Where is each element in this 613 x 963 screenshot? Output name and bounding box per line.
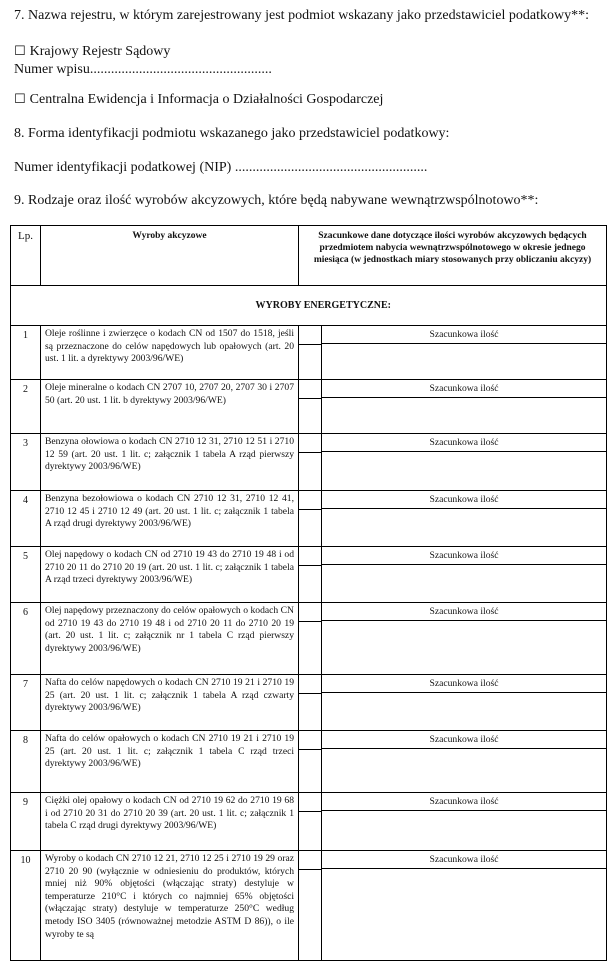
row-spacer-cell [299, 491, 322, 547]
estimate-input[interactable] [322, 344, 606, 378]
q8-question: 8. Forma identyfikacji podmiotu wskazanego jako przedstawiciel podatkowy: [14, 126, 450, 141]
row-lp: 6 [11, 603, 41, 675]
row-estimate-cell[interactable] [322, 491, 607, 547]
estimate-input[interactable] [322, 749, 606, 791]
nip-field[interactable]: Numer identyfikacji podatkowej (NIP) ....................................................... [14, 160, 428, 175]
row-lp: 2 [11, 380, 41, 434]
table-header-row [11, 226, 607, 286]
row-estimate-cell[interactable] [322, 380, 607, 434]
table-row [11, 380, 607, 434]
estimate-label: Szacunkowa ilość [322, 326, 606, 344]
table-row [11, 793, 607, 851]
estimate-label: Szacunkowa ilość [322, 675, 606, 693]
row-description: Nafta do celów napędowych o kodach CN 2710 19 21 i 2710 19 25 (art. 20 ust. 1 lit. c; załącznik 1 tabela A rząd czwarty dyrektywy 2003/96/WE) [41, 675, 299, 731]
q7-option-ceidg[interactable] [14, 92, 383, 108]
table-row [11, 434, 607, 491]
row-estimate-cell[interactable] [322, 675, 607, 731]
section-row [11, 286, 607, 326]
row-description: Nafta do celów opałowych o kodach CN 2710 19 21 i 2710 19 25 (art. 20 ust. 1 lit. c; załącznik 1 tabela C rząd trzeci dyrektywy 2003/96/WE) [41, 731, 299, 793]
estimate-input[interactable] [322, 693, 606, 729]
row-spacer-cell [299, 380, 322, 434]
estimate-label: Szacunkowa ilość [322, 491, 606, 509]
entry-number-field[interactable]: Numer wpisu.................................................... [14, 62, 272, 77]
row-estimate-cell[interactable] [322, 547, 607, 603]
estimate-input[interactable] [322, 811, 606, 849]
row-lp: 4 [11, 491, 41, 547]
row-lp: 5 [11, 547, 41, 603]
row-lp: 7 [11, 675, 41, 731]
row-estimate-cell[interactable] [322, 326, 607, 380]
row-spacer-cell [299, 731, 322, 793]
estimate-label: Szacunkowa ilość [322, 380, 606, 398]
estimate-input[interactable] [322, 621, 606, 673]
row-spacer-cell [299, 675, 322, 731]
row-estimate-cell[interactable] [322, 434, 607, 491]
table-row [11, 731, 607, 793]
row-description: Benzyna ołowiowa o kodach CN 2710 12 31, 2710 12 51 i 2710 12 59 (art. 20 ust. 1 lit. c; załącznik 1 tabela A rząd pierwszy dyrektywy 2003/96/WE) [41, 434, 299, 491]
row-lp: 3 [11, 434, 41, 491]
row-lp: 1 [11, 326, 41, 380]
row-estimate-cell[interactable] [322, 603, 607, 675]
q7-option-ceidg-label: Centralna Ewidencja i Informacja o Działalności Gospodarczej [29, 92, 384, 107]
checkbox-icon[interactable]: ☐ [14, 92, 26, 107]
row-description: Ciężki olej opałowy o kodach CN od 2710 19 62 do 2710 19 68 i od 2710 20 31 do 2710 20 39 (art. 20 ust. 1 lit. c; załącznik 1 tabela C rząd drugi dyrektywy 2003/96/WE) [41, 793, 299, 851]
checkbox-icon[interactable]: ☐ [14, 44, 26, 59]
row-lp: 8 [11, 731, 41, 793]
estimate-input[interactable] [322, 509, 606, 545]
excise-products-table [10, 225, 607, 961]
estimate-input[interactable] [322, 398, 606, 432]
estimate-input[interactable] [322, 452, 606, 489]
row-estimate-cell[interactable] [322, 731, 607, 793]
rows-body [11, 326, 607, 961]
estimate-input[interactable] [322, 869, 606, 959]
row-spacer-cell [299, 326, 322, 380]
table-row [11, 547, 607, 603]
estimate-label: Szacunkowa ilość [322, 603, 606, 621]
row-lp: 10 [11, 851, 41, 961]
estimate-label: Szacunkowa ilość [322, 793, 606, 811]
row-description: Olej napędowy przeznaczony do celów opałowych o kodach CN od 2710 19 43 do 2710 19 48 i od 2710 20 11 do 2710 20 19 (art. 20 ust. 1 lit. c; załącznik nr 1 tabela C rząd pierwszy dyrektywy 2003/96/WE) [41, 603, 299, 675]
row-description: Olej napędowy o kodach CN od 2710 19 43 do 2710 19 48 i od 2710 20 11 do 2710 20 19 (art. 20 ust. 1 lit. c; załącznik 1 tabela A rząd trzeci dyrektywy 2003/96/WE) [41, 547, 299, 603]
q7-option-krs-label: Krajowy Rejestr Sądowy [29, 44, 171, 59]
table-row [11, 675, 607, 731]
estimate-label: Szacunkowa ilość [322, 434, 606, 452]
table-row [11, 491, 607, 547]
estimate-label: Szacunkowa ilość [322, 851, 606, 869]
row-description: Oleje mineralne o kodach CN 2707 10, 2707 20, 2707 30 i 2707 50 (art. 20 ust. 1 lit. b dyrektywy 2003/96/WE) [41, 380, 299, 434]
estimate-input[interactable] [322, 565, 606, 601]
row-spacer-cell [299, 547, 322, 603]
row-spacer-cell [299, 793, 322, 851]
q9-question: 9. Rodzaje oraz ilość wyrobów akcyzowych, które będą nabywane wewnątrzwspólnotowo**: [14, 193, 539, 208]
table-row [11, 326, 607, 380]
estimate-label: Szacunkowa ilość [322, 731, 606, 749]
q7-option-krs[interactable] [14, 44, 170, 60]
table-row [11, 851, 607, 961]
table-row [11, 603, 607, 675]
row-estimate-cell[interactable] [322, 793, 607, 851]
header-lp: Lp. [11, 226, 41, 286]
row-description: Benzyna bezołowiowa o kodach CN 2710 12 31, 2710 12 41, 2710 12 45 i 2710 12 49 (art. 20 ust. 1 lit. c; załącznik 1 tabela A rząd drugi dyrektywy 2003/96/WE) [41, 491, 299, 547]
section-title: WYROBY ENERGETYCZNE: [41, 286, 607, 326]
row-spacer-cell [299, 603, 322, 675]
header-products: Wyroby akcyzowe [41, 226, 299, 286]
row-lp: 9 [11, 793, 41, 851]
row-estimate-cell[interactable] [322, 851, 607, 961]
row-spacer-cell [299, 434, 322, 491]
q7-question: 7. Nazwa rejestru, w którym zarejestrowany jest podmiot wskazany jako przedstawiciel podatkowy**: [14, 8, 589, 23]
row-spacer-cell [299, 851, 322, 961]
row-description: Wyroby o kodach CN 2710 12 21, 2710 12 25 i 2710 19 29 oraz 2710 20 90 (wyłącznie w odniesieniu do produktów, których mniej niż 90% objętości (włączając straty) destyluje w temperaturze 210°C i których co najmniej 65% objętości (włączając straty) destyluje w temperaturze 250°C według metody ISO 3405 (równoważnej metodzie ASTM D 86)), o ile wyroby te są [41, 851, 299, 961]
row-description: Oleje roślinne i zwierzęce o kodach CN od 1507 do 1518, jeśli są przeznaczone do celów napędowych lub opałowych (art. 20 ust. 1 lit. a dyrektywy 2003/96/WE) [41, 326, 299, 380]
header-estimate: Szacunkowe dane dotyczące ilości wyrobów akcyzowych będących przedmiotem nabycia wewnątrzwspólnotowego w okresie jednego miesiąca (w jednostkach miary stosowanych przy obliczaniu akcyzy) [299, 226, 607, 286]
estimate-label: Szacunkowa ilość [322, 547, 606, 565]
